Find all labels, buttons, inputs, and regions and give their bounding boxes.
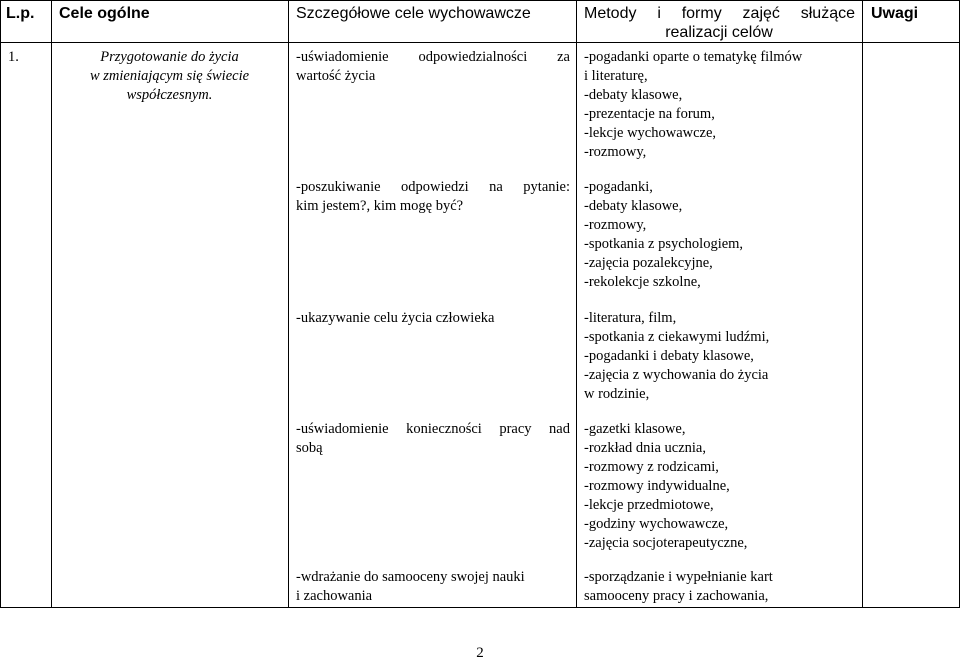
method-item: -spotkania z psychologiem,: [584, 236, 744, 252]
detailed-goal-line: -ukazywanie celu życia człowieka: [296, 310, 495, 326]
method-item: -lekcje wychowawcze,: [584, 125, 717, 141]
detailed-goal-line: i zachowania: [296, 588, 373, 604]
method-item: -zajęcia z wychowania do życia: [584, 367, 769, 383]
header-methods-line1: Metody i formy zajęć służące: [584, 5, 855, 22]
method-item: -rozmowy z rodzicami,: [584, 459, 719, 475]
method-item: -rozmowy,: [584, 144, 647, 160]
detailed-goal-line: sobą: [296, 440, 323, 456]
table-border-top: [0, 0, 960, 1]
method-list: [584, 420, 856, 553]
detailed-goal: [296, 420, 570, 458]
detailed-goal: [296, 178, 570, 216]
detailed-goal-line: -uświadomienie odpowiedzialności za: [296, 49, 570, 65]
detailed-goal-line: -uświadomienie konieczności pracy nad: [296, 421, 570, 437]
detailed-goal-line: -poszukiwanie odpowiedzi na pytanie:: [296, 179, 570, 195]
detailed-goal-line: -wdrażanie do samooceny swojej nauki: [296, 569, 525, 585]
column-divider: [288, 0, 289, 608]
method-item: -literatura, film,: [584, 310, 677, 326]
method-item: samooceny pracy i zachowania,: [584, 588, 769, 604]
detailed-goal: [296, 48, 570, 86]
general-goal: [51, 48, 288, 105]
method-item: -gazetki klasowe,: [584, 421, 686, 437]
header-lp: L.p.: [6, 5, 35, 22]
method-item: -rozmowy indywidualne,: [584, 478, 730, 494]
table-border-bottom: [0, 607, 960, 608]
header-detailed-goals: Szczegółowe cele wychowawcze: [296, 5, 531, 22]
header-general-goals: Cele ogólne: [59, 5, 150, 22]
method-list: [584, 48, 856, 162]
column-divider: [576, 0, 577, 608]
row-number: 1.: [8, 49, 19, 65]
method-item: -prezentacje na forum,: [584, 106, 715, 122]
method-item: -godziny wychowawcze,: [584, 516, 729, 532]
method-item: -rozmowy,: [584, 217, 647, 233]
method-list: [584, 568, 856, 606]
method-item: -pogadanki i debaty klasowe,: [584, 348, 754, 364]
detailed-goal-line: wartość życia: [296, 68, 376, 84]
method-item: -debaty klasowe,: [584, 87, 683, 103]
detailed-goal: [296, 568, 570, 606]
detailed-goal-line: kim jestem?, kim mogę być?: [296, 198, 464, 214]
table-border-left: [0, 0, 1, 608]
method-item: i literaturę,: [584, 68, 648, 84]
method-item: -sporządzanie i wypełnianie kart: [584, 569, 773, 585]
method-list: [584, 309, 856, 404]
page-number: 2: [476, 645, 484, 661]
general-goal-line: współczesnym.: [126, 87, 213, 103]
detailed-goal: [296, 309, 570, 328]
method-item: -pogadanki,: [584, 179, 653, 195]
header-methods-line2: realizacji celów: [665, 24, 773, 41]
method-item: -zajęcia socjoterapeutyczne,: [584, 535, 748, 551]
column-divider: [862, 0, 863, 608]
method-item: -lekcje przedmiotowe,: [584, 497, 714, 513]
header-notes: Uwagi: [871, 5, 919, 22]
method-item: -debaty klasowe,: [584, 198, 683, 214]
method-item: -zajęcia pozalekcyjne,: [584, 255, 713, 271]
method-item: -pogadanki oparte o tematykę filmów: [584, 49, 803, 65]
method-item: -rozkład dnia ucznia,: [584, 440, 706, 456]
method-item: w rodzinie,: [584, 386, 650, 402]
method-list: [584, 178, 856, 292]
general-goal-line: Przygotowanie do życia: [100, 49, 239, 65]
general-goal-line: w zmieniającym się świecie: [89, 68, 250, 84]
method-item: -spotkania z ciekawymi ludźmi,: [584, 329, 770, 345]
method-item: -rekolekcje szkolne,: [584, 274, 701, 290]
